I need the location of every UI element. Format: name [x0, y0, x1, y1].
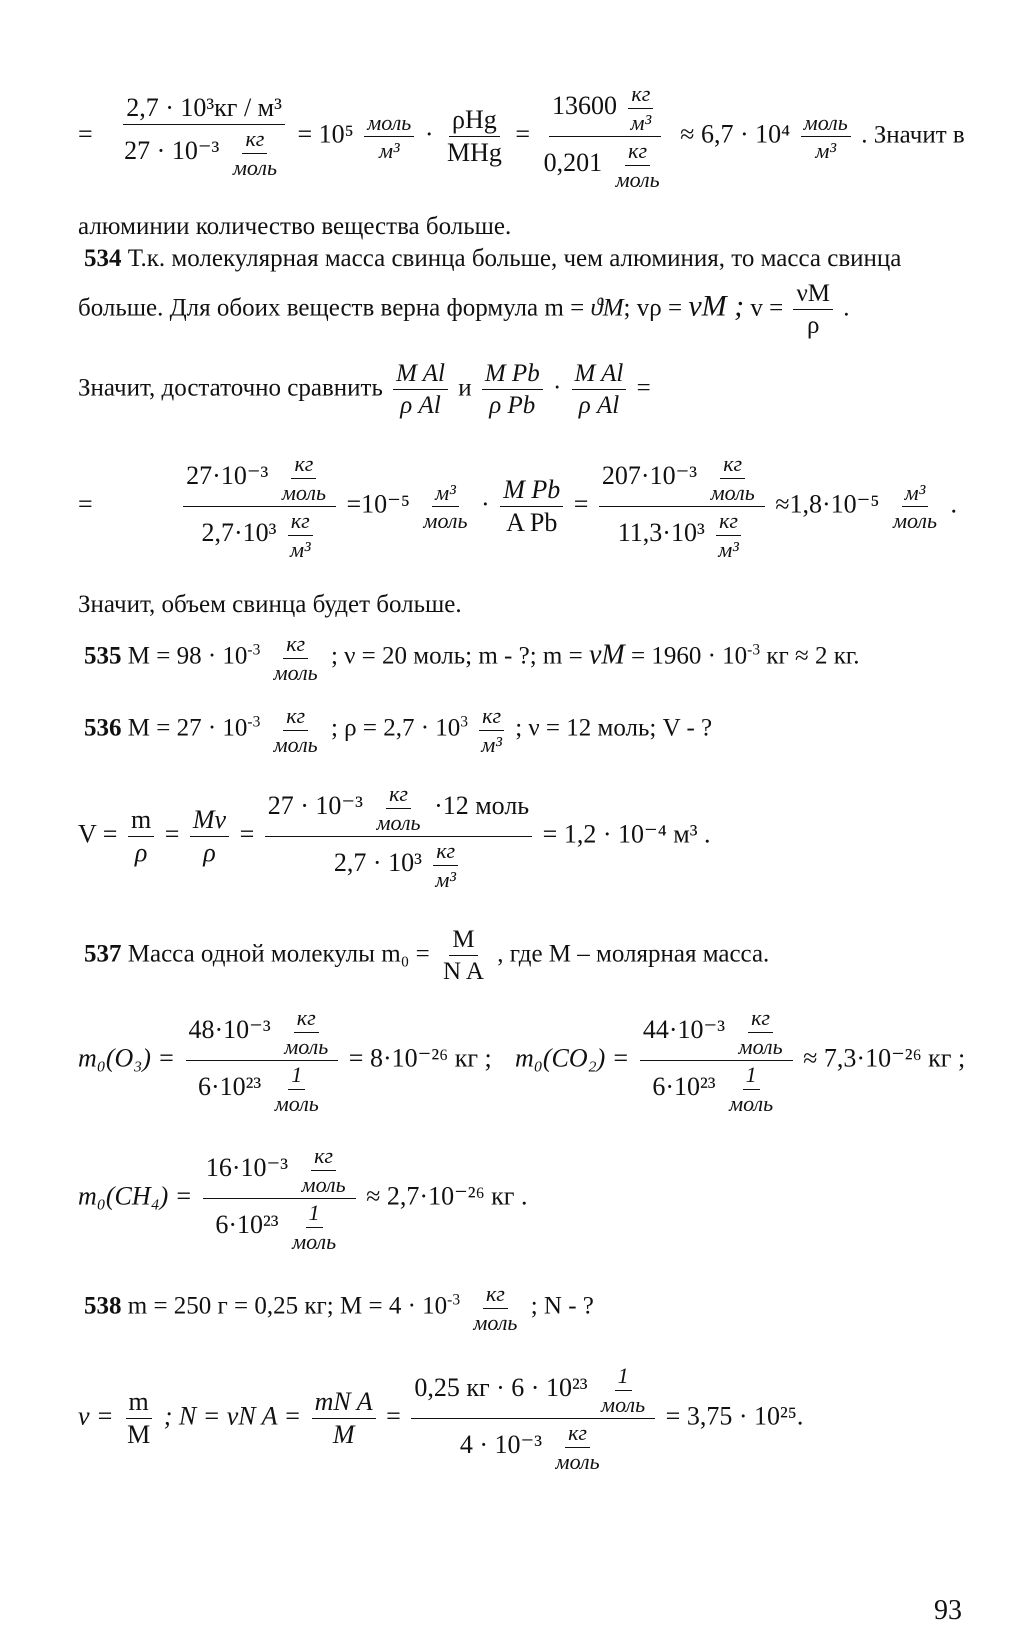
- unit-num: кг: [311, 1142, 336, 1171]
- fraction-denominator: ρ: [203, 838, 216, 867]
- text: M = 98 · 10: [127, 642, 248, 670]
- problem-536-equation: [78, 780, 711, 893]
- unit-fraction: [715, 507, 742, 563]
- unit-num: кг: [294, 1004, 319, 1033]
- unit-fraction: [271, 702, 321, 758]
- fraction-numerator: m: [126, 1386, 152, 1420]
- value: 27 · 10⁻³: [124, 136, 220, 166]
- result-value: ≈ 2,7·10⁻²⁶ кг .: [366, 1181, 528, 1211]
- value: 27·10⁻³: [186, 460, 269, 490]
- unit-num: кг: [748, 1004, 773, 1033]
- fraction-numerator: M Pb: [500, 474, 563, 508]
- unit-fraction: [289, 1199, 339, 1255]
- eq-sign: =: [386, 1401, 401, 1431]
- approx-value: ≈ 6,7 · 10⁴: [680, 119, 791, 149]
- value: 2,7·10³: [201, 517, 277, 547]
- unit-den: моль: [273, 731, 318, 757]
- fraction-denominator: [457, 1419, 610, 1475]
- dot: ·: [552, 374, 562, 402]
- eq-sign: =: [78, 489, 93, 519]
- unit-fraction: [299, 1142, 349, 1198]
- eq-value: = 10⁵: [297, 119, 354, 149]
- fraction-m-rho: [128, 804, 154, 870]
- unit-fraction: [708, 450, 758, 506]
- problem-534-equation: [78, 450, 957, 563]
- eq-sign: =: [164, 819, 180, 849]
- fraction-denominator: [615, 507, 749, 563]
- unit-num: кг: [283, 630, 308, 659]
- fraction-denominator: N A: [442, 958, 484, 986]
- paragraph-line: алюминии количество вещества больше.: [78, 213, 512, 240]
- fraction-denominator: [541, 137, 670, 193]
- label: m₀(CH₄) =: [78, 1181, 193, 1211]
- fraction-density-over-molar: [121, 92, 287, 182]
- value: 16·10⁻³: [205, 1152, 289, 1182]
- unit-num: моль: [364, 109, 414, 138]
- unit-den: моль: [601, 1391, 646, 1417]
- problem-537: [84, 924, 769, 988]
- fraction-numerator: Mν: [190, 804, 229, 838]
- fraction-numerator: [549, 80, 661, 137]
- unit-den: моль: [274, 1090, 319, 1116]
- text: v =: [744, 294, 790, 322]
- unit-num: 1: [615, 1362, 632, 1391]
- fraction-ch4: [203, 1142, 356, 1255]
- fraction-m-al: [393, 358, 448, 422]
- fraction-numerator: [183, 450, 336, 507]
- text: больше. Для обоих веществ верна формула m =: [78, 294, 591, 322]
- fraction-numerator: ρHg: [449, 104, 500, 138]
- fraction-numerator: [265, 780, 532, 837]
- unit-num: кг: [479, 702, 504, 731]
- paragraph-line: Т.к. молекулярная масса свинца больше, чем алюминия, то масса свинца: [127, 245, 902, 272]
- exponent: -3: [247, 641, 261, 659]
- fraction-numerator: [599, 450, 765, 507]
- problem-number: 537: [84, 940, 122, 968]
- text: ; ρ = 2,7 · 10: [330, 714, 461, 742]
- unit-num: кг: [288, 507, 313, 536]
- fraction-denominator: M: [127, 1420, 151, 1449]
- unit-fraction: [272, 1061, 322, 1117]
- problem-535: [84, 630, 860, 686]
- problem-534-line2: [78, 278, 850, 342]
- unit-fraction: [478, 702, 505, 758]
- equation-co2: [515, 1004, 965, 1117]
- value: 0,25 кг · 6 · 10²³: [414, 1372, 588, 1402]
- unit-fraction: [890, 479, 940, 535]
- paragraph-line: Значит, объем свинца будет больше.: [78, 591, 462, 618]
- fraction-numerator: M Al: [393, 358, 448, 390]
- fraction-denominator: [199, 507, 321, 563]
- dot: ·: [424, 119, 434, 149]
- exponent: -3: [747, 641, 761, 659]
- problem-538-equation: [78, 1362, 803, 1475]
- text: ; ν = 12 моль; V - ?: [515, 714, 713, 742]
- unit-fraction: [598, 1362, 648, 1418]
- problem-number: 535: [84, 642, 122, 670]
- unit-num: кг: [242, 125, 267, 154]
- unit-den: моль: [281, 479, 326, 505]
- fraction-m-over-m: [124, 1386, 153, 1452]
- unit-den: м³: [815, 138, 837, 163]
- unit-num: кг: [565, 1419, 590, 1448]
- formula: m₀ =: [381, 940, 430, 968]
- fraction-n-count: [411, 1362, 655, 1475]
- fraction-denominator: ρ Al: [400, 392, 441, 420]
- unit-den: моль: [292, 1228, 337, 1254]
- fraction-numerator: M: [449, 924, 477, 956]
- unit-fraction: [271, 630, 321, 686]
- unit-den: моль: [301, 1171, 346, 1197]
- unit-num: м³: [902, 479, 929, 508]
- fraction-denominator: [649, 1061, 783, 1117]
- unit-fraction: [726, 1061, 776, 1117]
- unit-fraction: [553, 1419, 603, 1475]
- page-number: 93: [934, 1595, 962, 1626]
- fraction-pb-ratio: [599, 450, 765, 563]
- unit-den: моль: [284, 1033, 329, 1059]
- value: 2,7 · 10³: [333, 847, 422, 877]
- label: ν =: [78, 1401, 114, 1431]
- value: 0,201: [543, 147, 603, 177]
- text: .: [950, 489, 958, 519]
- fraction-numerator: [203, 1142, 356, 1199]
- unit-den: моль: [473, 1309, 518, 1335]
- fraction-co2: [640, 1004, 793, 1117]
- problem-536: [84, 702, 712, 758]
- value: 27 · 10⁻³: [267, 790, 363, 820]
- label: V =: [78, 819, 118, 849]
- fraction-numerator: [640, 1004, 793, 1061]
- unit-num: кг: [720, 450, 745, 479]
- problem-number: 534: [84, 245, 122, 272]
- problem-number: 538: [84, 1292, 122, 1320]
- unit-num: кг: [386, 780, 411, 809]
- fraction-denominator: M: [332, 1420, 355, 1449]
- fraction-numerator: [411, 1362, 655, 1419]
- label: m₀(CO₂) =: [515, 1043, 630, 1073]
- unit-den: моль: [555, 1448, 600, 1474]
- equation-ch4: [78, 1142, 527, 1255]
- text: .: [843, 294, 850, 322]
- value: 48·10⁻³: [188, 1014, 271, 1044]
- value: 6·10²³: [215, 1209, 279, 1239]
- fraction-denominator: ρ: [134, 838, 148, 867]
- eq-sign: =: [636, 374, 651, 402]
- unit-num: кг: [716, 507, 741, 536]
- unit-num: м³: [432, 479, 459, 508]
- text: , где M – молярная масса.: [497, 940, 770, 968]
- text: ; N - ?: [530, 1292, 594, 1320]
- formula: ; N = νN A =: [163, 1401, 302, 1431]
- problem-538: [84, 1280, 594, 1336]
- formula: νM: [588, 639, 625, 671]
- unit-num: кг: [628, 80, 653, 109]
- fraction-numerator: 2,7 · 10³кг / м³: [123, 92, 285, 126]
- formula: νM ;: [688, 289, 745, 323]
- unit-den: моль: [232, 154, 277, 180]
- fraction-denominator: ρ Pb: [489, 392, 536, 420]
- unit-den: моль: [729, 1090, 774, 1116]
- fraction-denominator: [212, 1199, 346, 1255]
- formula: ϑM: [590, 294, 624, 322]
- unit-fraction: [432, 837, 459, 893]
- unit-fraction: [736, 1004, 786, 1060]
- fraction-rho-hg: [444, 104, 505, 170]
- fraction-mercury: [541, 80, 670, 193]
- value: 13600: [552, 90, 618, 120]
- unit-num: кг: [283, 702, 308, 731]
- unit-den: моль: [892, 508, 938, 533]
- fraction-v: [793, 278, 833, 342]
- unit-den: моль: [273, 659, 318, 685]
- fraction-m-al-2: [572, 358, 627, 422]
- label: m₀(O₃) =: [78, 1043, 175, 1073]
- fraction-denominator: MHg: [446, 138, 502, 167]
- fraction-al-ratio: [183, 450, 336, 563]
- unit-fraction: [373, 780, 423, 836]
- value: 4 · 10⁻³: [459, 1429, 543, 1459]
- unit-num: кг: [291, 450, 316, 479]
- unit-num: кг: [433, 837, 458, 866]
- eq-sign: =: [239, 819, 255, 849]
- fraction-denominator: ρ: [807, 312, 820, 340]
- text: Масса одной молекулы: [127, 940, 375, 968]
- unit-den: моль: [423, 508, 468, 533]
- unit-num: 1: [743, 1061, 760, 1090]
- value: ·12 моль: [434, 790, 530, 820]
- problem-534-line1: [84, 246, 901, 271]
- unit-fraction: [470, 1280, 520, 1336]
- text: ; vρ =: [623, 294, 689, 322]
- text: = 1960 · 10: [624, 642, 748, 670]
- fraction-volume: [265, 780, 532, 893]
- eq-value: =10⁻⁵: [346, 489, 410, 519]
- problem-number: 536: [84, 714, 122, 742]
- fraction-denominator: ρ Al: [578, 392, 620, 420]
- unit-den: м³: [630, 109, 652, 135]
- unit-fraction: [801, 109, 851, 165]
- text: и: [458, 374, 472, 402]
- unit-den: м³: [378, 138, 400, 163]
- value: 6·10²³: [652, 1071, 716, 1101]
- result-value: = 3,75 · 10²⁵.: [665, 1401, 804, 1431]
- fraction-denominator: [195, 1061, 329, 1117]
- text: m = 250 г = 0,25 кг; M = 4 · 10: [127, 1292, 448, 1320]
- unit-fraction: [364, 109, 414, 165]
- unit-den: моль: [710, 479, 755, 505]
- fraction-numerator: mN A: [312, 1386, 376, 1420]
- fraction-numerator: [186, 1004, 339, 1061]
- fraction-numerator: νM: [793, 278, 833, 310]
- text: M = 27 · 10: [127, 714, 248, 742]
- unit-fraction: [281, 1004, 331, 1060]
- eq-sign: =: [573, 489, 589, 519]
- unit-den: моль: [376, 809, 421, 835]
- fraction-denominator: [331, 837, 466, 893]
- unit-num: 1: [288, 1061, 305, 1090]
- unit-den: м³: [481, 731, 502, 757]
- unit-num: кг: [625, 137, 650, 166]
- exponent: -3: [247, 713, 261, 731]
- result-value: ≈1,8·10⁻⁵: [775, 489, 880, 519]
- value: 207·10⁻³: [601, 460, 698, 490]
- fraction-mna-over-m: [312, 1386, 376, 1452]
- value: 11,3·10³: [617, 517, 705, 547]
- unit-fraction: [230, 125, 280, 181]
- unit-den: м³: [435, 866, 457, 892]
- text: ; ν = 20 моль; m - ?; m =: [330, 642, 589, 670]
- fraction-mv-rho: [190, 804, 229, 870]
- unit-fraction: [613, 137, 663, 193]
- value: 44·10⁻³: [642, 1014, 726, 1044]
- problem-534-compare: [78, 358, 651, 422]
- text: кг ≈ 2 кг.: [760, 642, 860, 670]
- unit-fraction: [287, 507, 314, 563]
- unit-den: моль: [615, 166, 660, 192]
- fraction-denominator: [121, 125, 287, 181]
- fraction-numerator: M Al: [572, 358, 627, 390]
- unit-den: м³: [718, 536, 739, 562]
- exponent: 3: [460, 713, 469, 731]
- result-value: = 1,2 · 10⁻⁴ м³: [542, 819, 698, 849]
- eq-sign: =: [515, 119, 531, 149]
- unit-den: м³: [289, 536, 311, 562]
- unit-fraction: [279, 450, 329, 506]
- eq-sign: =: [78, 119, 93, 149]
- equation-o3: [78, 1004, 492, 1117]
- fraction-m-na: [440, 924, 487, 988]
- text: .: [704, 819, 711, 849]
- fraction-m-pb-a-pb: [500, 474, 563, 540]
- result-value: ≈ 7,3·10⁻²⁶ кг ;: [803, 1043, 966, 1073]
- exponent: -3: [447, 1291, 461, 1309]
- unit-num: 1: [306, 1199, 323, 1228]
- unit-fraction: [420, 479, 470, 535]
- text: . Значит в: [861, 121, 965, 149]
- continuation-equation: [78, 80, 965, 193]
- value: 6·10²³: [197, 1071, 262, 1101]
- fraction-m-pb: [482, 358, 543, 422]
- unit-den: моль: [738, 1033, 783, 1059]
- fraction-numerator: M Pb: [482, 358, 543, 390]
- text: Значит, достаточно сравнить: [78, 374, 383, 402]
- unit-num: кг: [483, 1280, 508, 1309]
- fraction-o3: [186, 1004, 339, 1117]
- dot: ·: [481, 489, 490, 519]
- result-value: = 8·10⁻²⁶ кг ;: [348, 1043, 492, 1073]
- unit-fraction: [628, 80, 655, 136]
- unit-num: моль: [801, 109, 851, 138]
- fraction-numerator: m: [128, 804, 154, 838]
- fraction-denominator: A Pb: [506, 508, 558, 537]
